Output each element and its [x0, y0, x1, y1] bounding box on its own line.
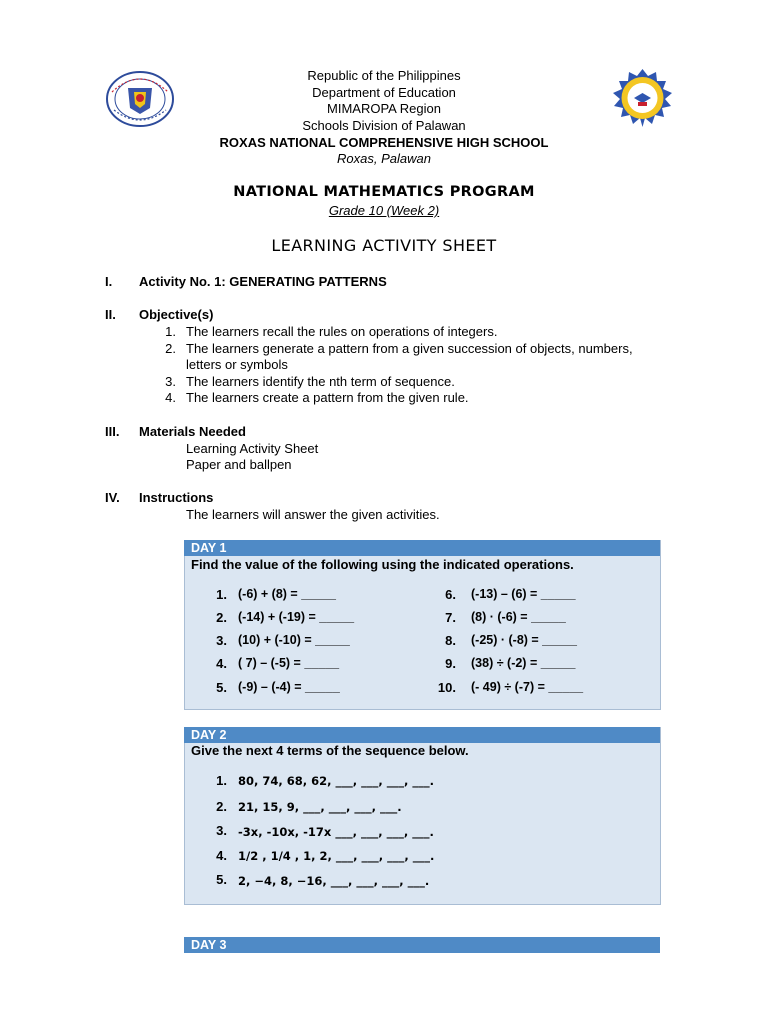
section-3-number: III.: [105, 424, 120, 439]
question-number: 1.: [216, 587, 227, 602]
sequence-question: 1/2 , 1/4 , 1, 2, ___, ___, ___, ___.: [238, 849, 435, 863]
question-number: 4.: [216, 656, 227, 671]
objective-text: The learners identify the nth term of sequence.: [186, 374, 455, 389]
question-expression: (-6) + (8) = _____: [238, 587, 336, 601]
header-line-1: Republic of the Philippines: [307, 68, 461, 83]
question-expression: (38) ÷ (-2) = _____: [471, 656, 576, 670]
day-3-header: DAY 3: [184, 937, 660, 953]
school-location: Roxas, Palawan: [337, 151, 431, 166]
objective-text: The learners generate a pattern from a given succession of objects, numbers,: [186, 341, 633, 356]
sequence-question: -3x, -10x, -17x ___, ___, ___, ___.: [238, 825, 434, 839]
question-number: 1.: [216, 773, 227, 788]
day-2-instruction: Give the next 4 terms of the sequence below.: [191, 743, 469, 758]
question-expression: (-25) · (-8) = _____: [471, 633, 577, 647]
sequence-question: 80, 74, 68, 62, ___, ___, ___, ___.: [238, 774, 434, 788]
objective-text: The learners recall the rules on operations of integers.: [186, 324, 498, 339]
section-2-number: II.: [105, 307, 116, 322]
instructions-text: The learners will answer the given activities.: [186, 507, 440, 522]
material-item: Learning Activity Sheet: [186, 441, 319, 456]
objective-text-continued: letters or symbols: [186, 357, 288, 372]
objective-number: 4.: [165, 390, 176, 405]
question-number: 9.: [445, 656, 456, 671]
question-number: 10.: [437, 680, 456, 695]
question-number: 4.: [216, 848, 227, 863]
header-line-3: MIMAROPA Region: [327, 101, 441, 116]
program-title: NATIONAL MATHEMATICS PROGRAM: [233, 184, 535, 200]
sequence-question: 2, −4, 8, −16, ___, ___, ___, ___.: [238, 874, 430, 888]
sequence-question: 21, 15, 9, ___, ___, ___, ___.: [238, 800, 402, 814]
question-number: 7.: [445, 610, 456, 625]
section-1-number: I.: [105, 274, 113, 289]
question-expression: ( 7) – (-5) = _____: [238, 656, 340, 670]
material-item: Paper and ballpen: [186, 457, 292, 472]
question-expression: (-14) + (-19) = _____: [238, 610, 355, 624]
question-number: 3.: [216, 823, 227, 838]
header-line-4: Schools Division of Palawan: [302, 118, 466, 133]
question-expression: (-13) – (6) = _____: [471, 587, 576, 601]
question-expression: (- 49) ÷ (-7) = _____: [471, 680, 584, 694]
section-4-number: IV.: [105, 490, 120, 505]
day-1-instruction: Find the value of the following using the indicated operations.: [191, 557, 574, 572]
question-expression: (10) + (-10) = _____: [238, 633, 350, 647]
header-line-2: Department of Education: [312, 85, 456, 100]
question-number: 3.: [216, 633, 227, 648]
objective-number: 1.: [165, 324, 176, 339]
question-number: 5.: [216, 680, 227, 695]
question-number: 2.: [216, 799, 227, 814]
objective-number: 2.: [165, 341, 176, 356]
day-2-header: DAY 2: [184, 727, 660, 743]
question-number: 6.: [445, 587, 456, 602]
day-1-header: DAY 1: [184, 540, 660, 556]
objective-text: The learners create a pattern from the given rule.: [186, 390, 469, 405]
section-3-title: Materials Needed: [139, 424, 246, 439]
sheet-title: LEARNING ACTIVITY SHEET: [271, 236, 497, 255]
objective-number: 3.: [165, 374, 176, 389]
section-2-title: Objective(s): [139, 307, 214, 322]
section-1-title: Activity No. 1: GENERATING PATTERNS: [139, 274, 387, 289]
question-expression: (-9) – (-4) = _____: [238, 680, 340, 694]
section-4-title: Instructions: [139, 490, 214, 505]
school-name: ROXAS NATIONAL COMPREHENSIVE HIGH SCHOOL: [219, 135, 549, 150]
question-number: 5.: [216, 872, 227, 887]
question-expression: (8) · (-6) = _____: [471, 610, 566, 624]
question-number: 2.: [216, 610, 227, 625]
grade-week: Grade 10 (Week 2): [328, 203, 440, 218]
question-number: 8.: [445, 633, 456, 648]
